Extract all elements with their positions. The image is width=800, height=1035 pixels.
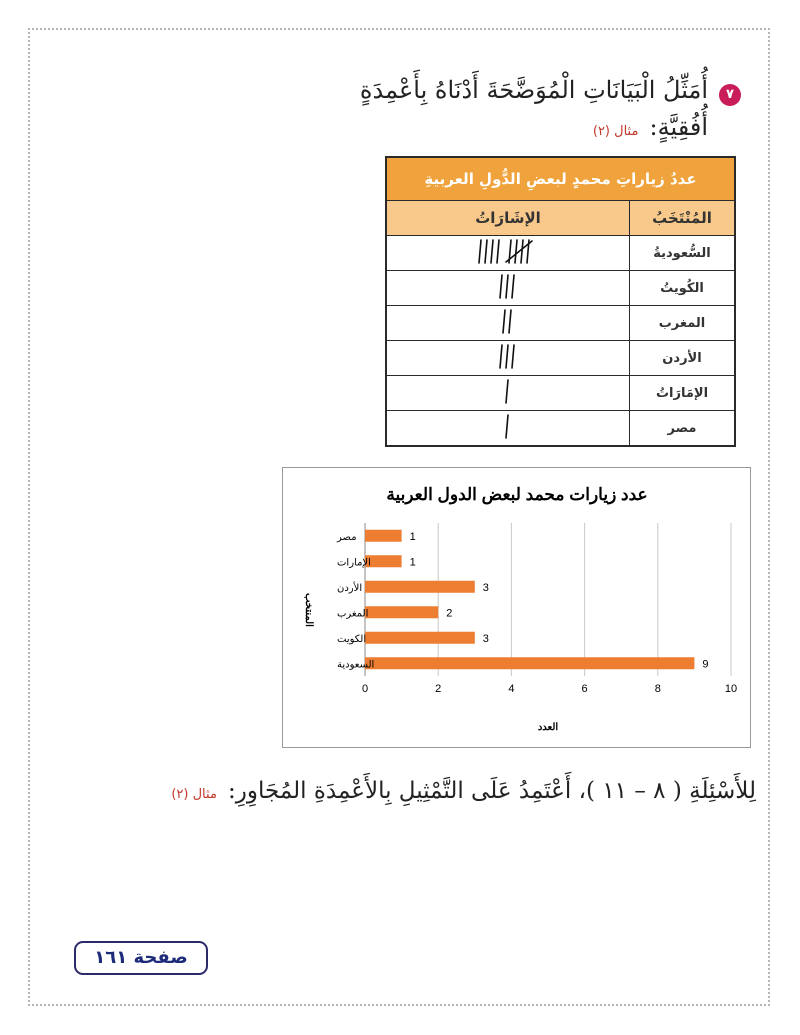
- x-tick-label: 4: [508, 683, 515, 695]
- chart-y-axis-label: المنتخب: [303, 593, 314, 627]
- tally-stroke: [506, 380, 508, 403]
- tally-marks: [448, 236, 568, 266]
- chart-bar: [365, 657, 694, 669]
- table-cell-country: الإمَارَاتُ: [630, 376, 736, 411]
- tally-table: [385, 156, 736, 447]
- tally-marks-cell: [386, 271, 630, 306]
- tally-stroke: [479, 240, 481, 263]
- footer-instruction-text: لِلأَسْئِلَةِ ( ٨ – ١١ )، أَعْتَمِدُ عَلَى التَّمْثِيلِ بِالأَعْمِدَةِ المُجَاوِرِ:: [228, 778, 756, 804]
- footer-example-ref: مثال (٢): [171, 787, 217, 802]
- tally-stroke: [500, 275, 502, 298]
- question-number: ٧: [719, 84, 741, 106]
- y-category-label: المغرب: [337, 608, 369, 620]
- tally-stroke: [506, 345, 508, 368]
- tally-stroke: [503, 310, 505, 333]
- table-cell-country: المغرب: [630, 306, 736, 341]
- table-row: [386, 376, 735, 411]
- question-text-line2-word: أُفُقِيَّةٍ:: [649, 113, 708, 141]
- tally-stroke: [512, 345, 514, 368]
- table-cell-country: الأردن: [630, 341, 736, 376]
- tally-marks-cell: [386, 306, 630, 341]
- tally-marks: [448, 306, 568, 336]
- tally-stroke: [509, 310, 511, 333]
- x-tick-label: 0: [361, 683, 369, 695]
- chart-bar: [365, 581, 475, 593]
- bar-chart: [282, 467, 751, 748]
- tally-stroke: [491, 240, 493, 263]
- tally-stroke: [512, 275, 514, 298]
- footer-instruction: [171, 778, 756, 804]
- tally-table-header-country: المُنْتَخَبُ: [630, 201, 736, 236]
- table-row: [386, 411, 735, 447]
- tally-stroke: [506, 275, 508, 298]
- tally-marks: [448, 271, 568, 301]
- table-cell-country: الكُويتُ: [630, 271, 736, 306]
- x-tick-label: 8: [654, 683, 661, 695]
- tally-marks-cell: [386, 236, 630, 271]
- x-tick-label: 2: [435, 683, 442, 695]
- chart-bar: [365, 632, 475, 644]
- bar-value-label: 9: [702, 658, 709, 671]
- chart-bar: [365, 606, 438, 618]
- y-category-label: الإمارات: [337, 557, 371, 569]
- tally-table-header-marks: الإشَارَاتُ: [386, 201, 630, 236]
- bar-value-label: 3: [482, 581, 489, 594]
- table-row: [386, 271, 735, 306]
- bar-value-label: 1: [409, 556, 416, 569]
- table-cell-country: السُّعوديةُ: [630, 236, 736, 271]
- tally-stroke: [515, 240, 517, 263]
- table-cell-country: مصر: [630, 411, 736, 447]
- chart-bar: [365, 530, 402, 542]
- table-row: [386, 306, 735, 341]
- y-category-label: الكويت: [337, 633, 367, 645]
- question-example-ref: مثال (٢): [592, 124, 639, 139]
- tally-marks: [448, 341, 568, 371]
- tally-marks: [448, 411, 568, 441]
- y-category-label: السعودية: [337, 659, 375, 671]
- tally-stroke: [497, 240, 499, 263]
- chart-x-axis-label: العدد: [537, 722, 559, 733]
- bar-chart-svg: [283, 468, 752, 749]
- tally-marks-cell: [386, 341, 630, 376]
- tally-stroke: [521, 240, 523, 263]
- page-number-badge: صفحة ١٦١: [74, 941, 208, 975]
- tally-stroke: [500, 345, 502, 368]
- tally-stroke: [506, 415, 508, 438]
- table-row: [386, 236, 735, 271]
- table-row: [386, 341, 735, 376]
- y-category-label: مصر: [337, 531, 357, 543]
- y-category-label: الأردن: [337, 582, 363, 594]
- tally-stroke: [485, 240, 487, 263]
- bar-value-label: 3: [482, 632, 489, 645]
- x-tick-label: 6: [581, 683, 588, 695]
- bar-value-label: 2: [446, 607, 453, 620]
- tally-marks-cell: [386, 376, 630, 411]
- x-tick-label: 10: [724, 683, 738, 695]
- question-text-line2: [593, 113, 708, 141]
- tally-marks: [448, 376, 568, 406]
- chart-title: عدد زيارات محمد لبعض الدول العربية: [386, 485, 648, 504]
- bar-value-label: 1: [409, 530, 416, 543]
- tally-marks-cell: [386, 411, 630, 447]
- question-text-line1: أُمَثِّلُ الْبَيَانَاتِ الْمُوَضَّحَةَ أَدْنَاهُ بِأَعْمِدَةٍ: [359, 76, 708, 104]
- tally-table-title: عددُ زياراتِ محمدٍ لبعضِ الدُّولِ العربيةِ: [386, 157, 735, 201]
